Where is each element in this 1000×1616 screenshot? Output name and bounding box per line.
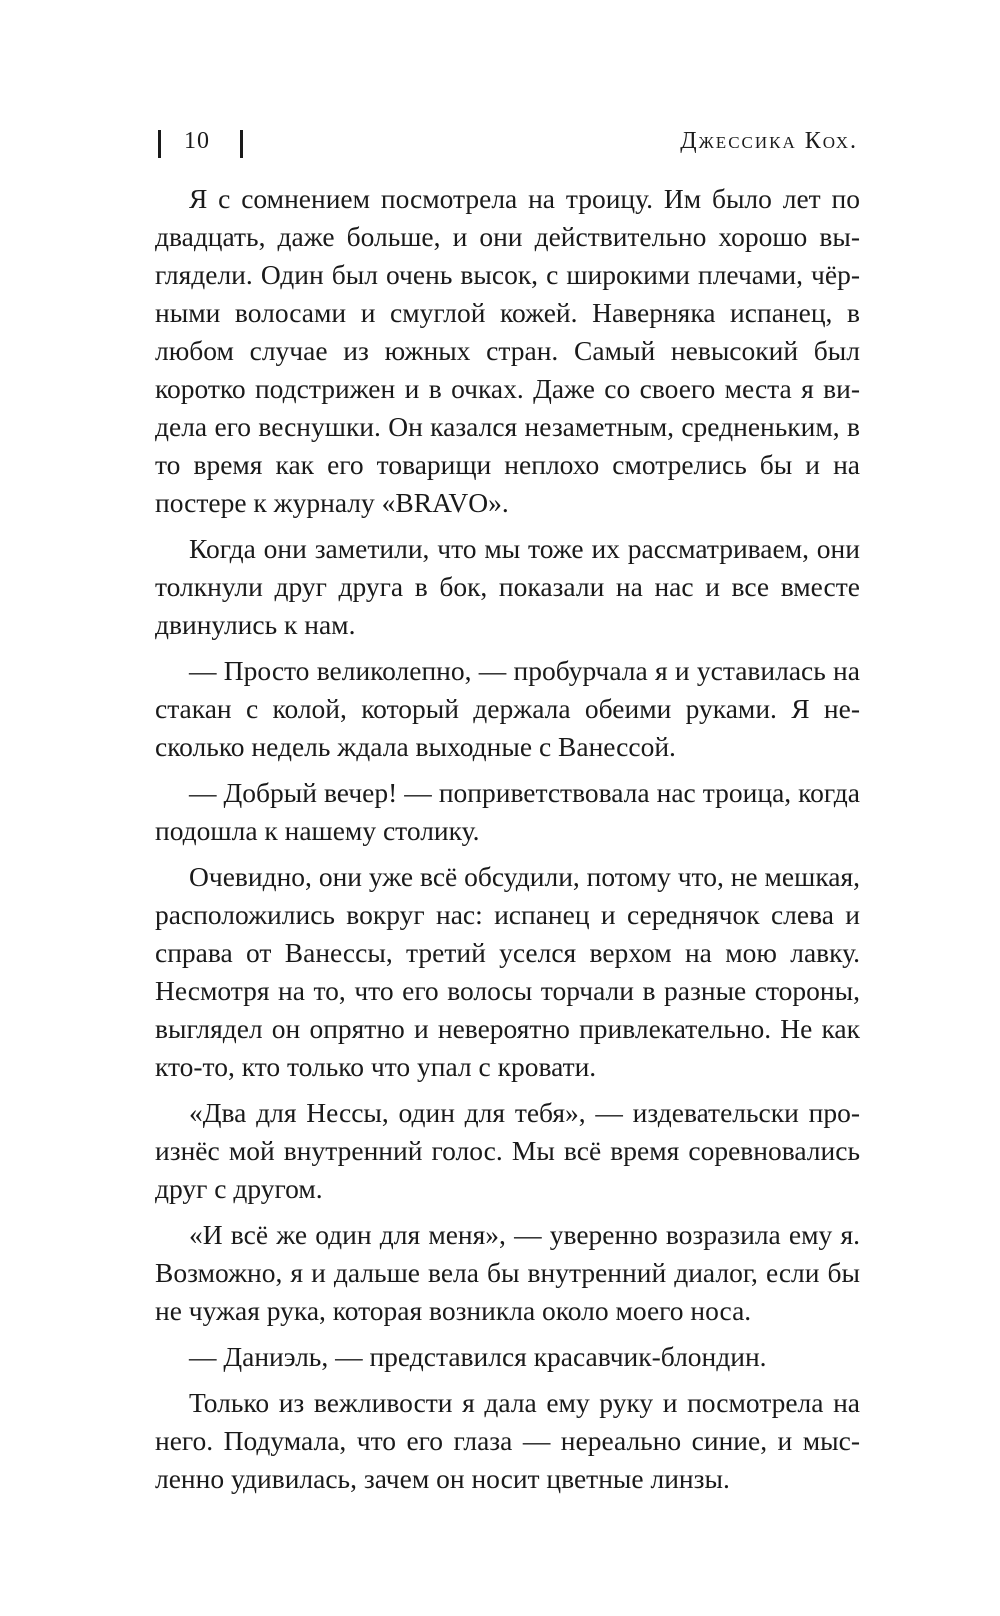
- body-text: [155, 180, 860, 1506]
- paragraph: «И всё же один для меня», — уверенно возразила ему я. Возможно, я и дальше вела бы внутренний диалог, если бы не чужая рука, которая возникла около моего носа.: [155, 1219, 860, 1326]
- paragraph: «Два для Нессы, один для тебя», — издевательски произнёс мой внутренний голос. Мы всё время соревновались друг с другом.: [155, 1097, 860, 1204]
- running-title: Джессика Кох.: [680, 128, 858, 154]
- paragraph: Только из вежливости я дала ему руку и посмотрела на него. Подумала, что его глаза — нереально синие, и мысленно удивилась, зачем он носит цветные линзы.: [155, 1387, 860, 1494]
- paragraph: Когда они заметили, что мы тоже их рассматриваем, они толкнули друг друга в бок, показали на нас и все вместе двинулись к нам.: [155, 533, 860, 640]
- paragraph: — Добрый вечер! — поприветствовала нас троица, когда подошла к нашему столику.: [155, 777, 860, 846]
- page-number: 10: [184, 128, 210, 154]
- page-header: [158, 128, 858, 168]
- paragraph: — Просто великолепно, — пробурчала я и уставилась на стакан с колой, который держала обеими руками. Я несколько недель ждала выходные с Ванессой.: [155, 655, 860, 762]
- header-rule-left: [158, 130, 161, 158]
- paragraph: — Даниэль, — представился красавчик-блондин.: [189, 1341, 767, 1372]
- header-rule-right: [240, 130, 243, 158]
- paragraph: Я с сомнением посмотрела на троицу. Им было лет по двадцать, даже больше, и они действительно хорошо выглядели. Один был очень высок, с широкими плечами, чёрными волосами и смуглой кожей. Наверняка испанец, в любом случае из южных стран. Самый невысокий был коротко подстрижен и в очках. Даже со своего места я видела его веснушки. Он казался незаметным, средненьким, в то время как его товарищи неплохо смотрелись бы и на постере к журналу «BRAVO».: [155, 183, 860, 518]
- paragraph: Очевидно, они уже всё обсудили, потому что, не мешкая, расположились вокруг нас: испанец и середнячок слева и справа от Ванессы, третий уселся верхом на мою лавку. Несмотря на то, что его волосы торчали в разные стороны, выглядел он опрятно и невероятно привлекательно. Не как кто-то, кто только что упал с кровати.: [155, 861, 860, 1082]
